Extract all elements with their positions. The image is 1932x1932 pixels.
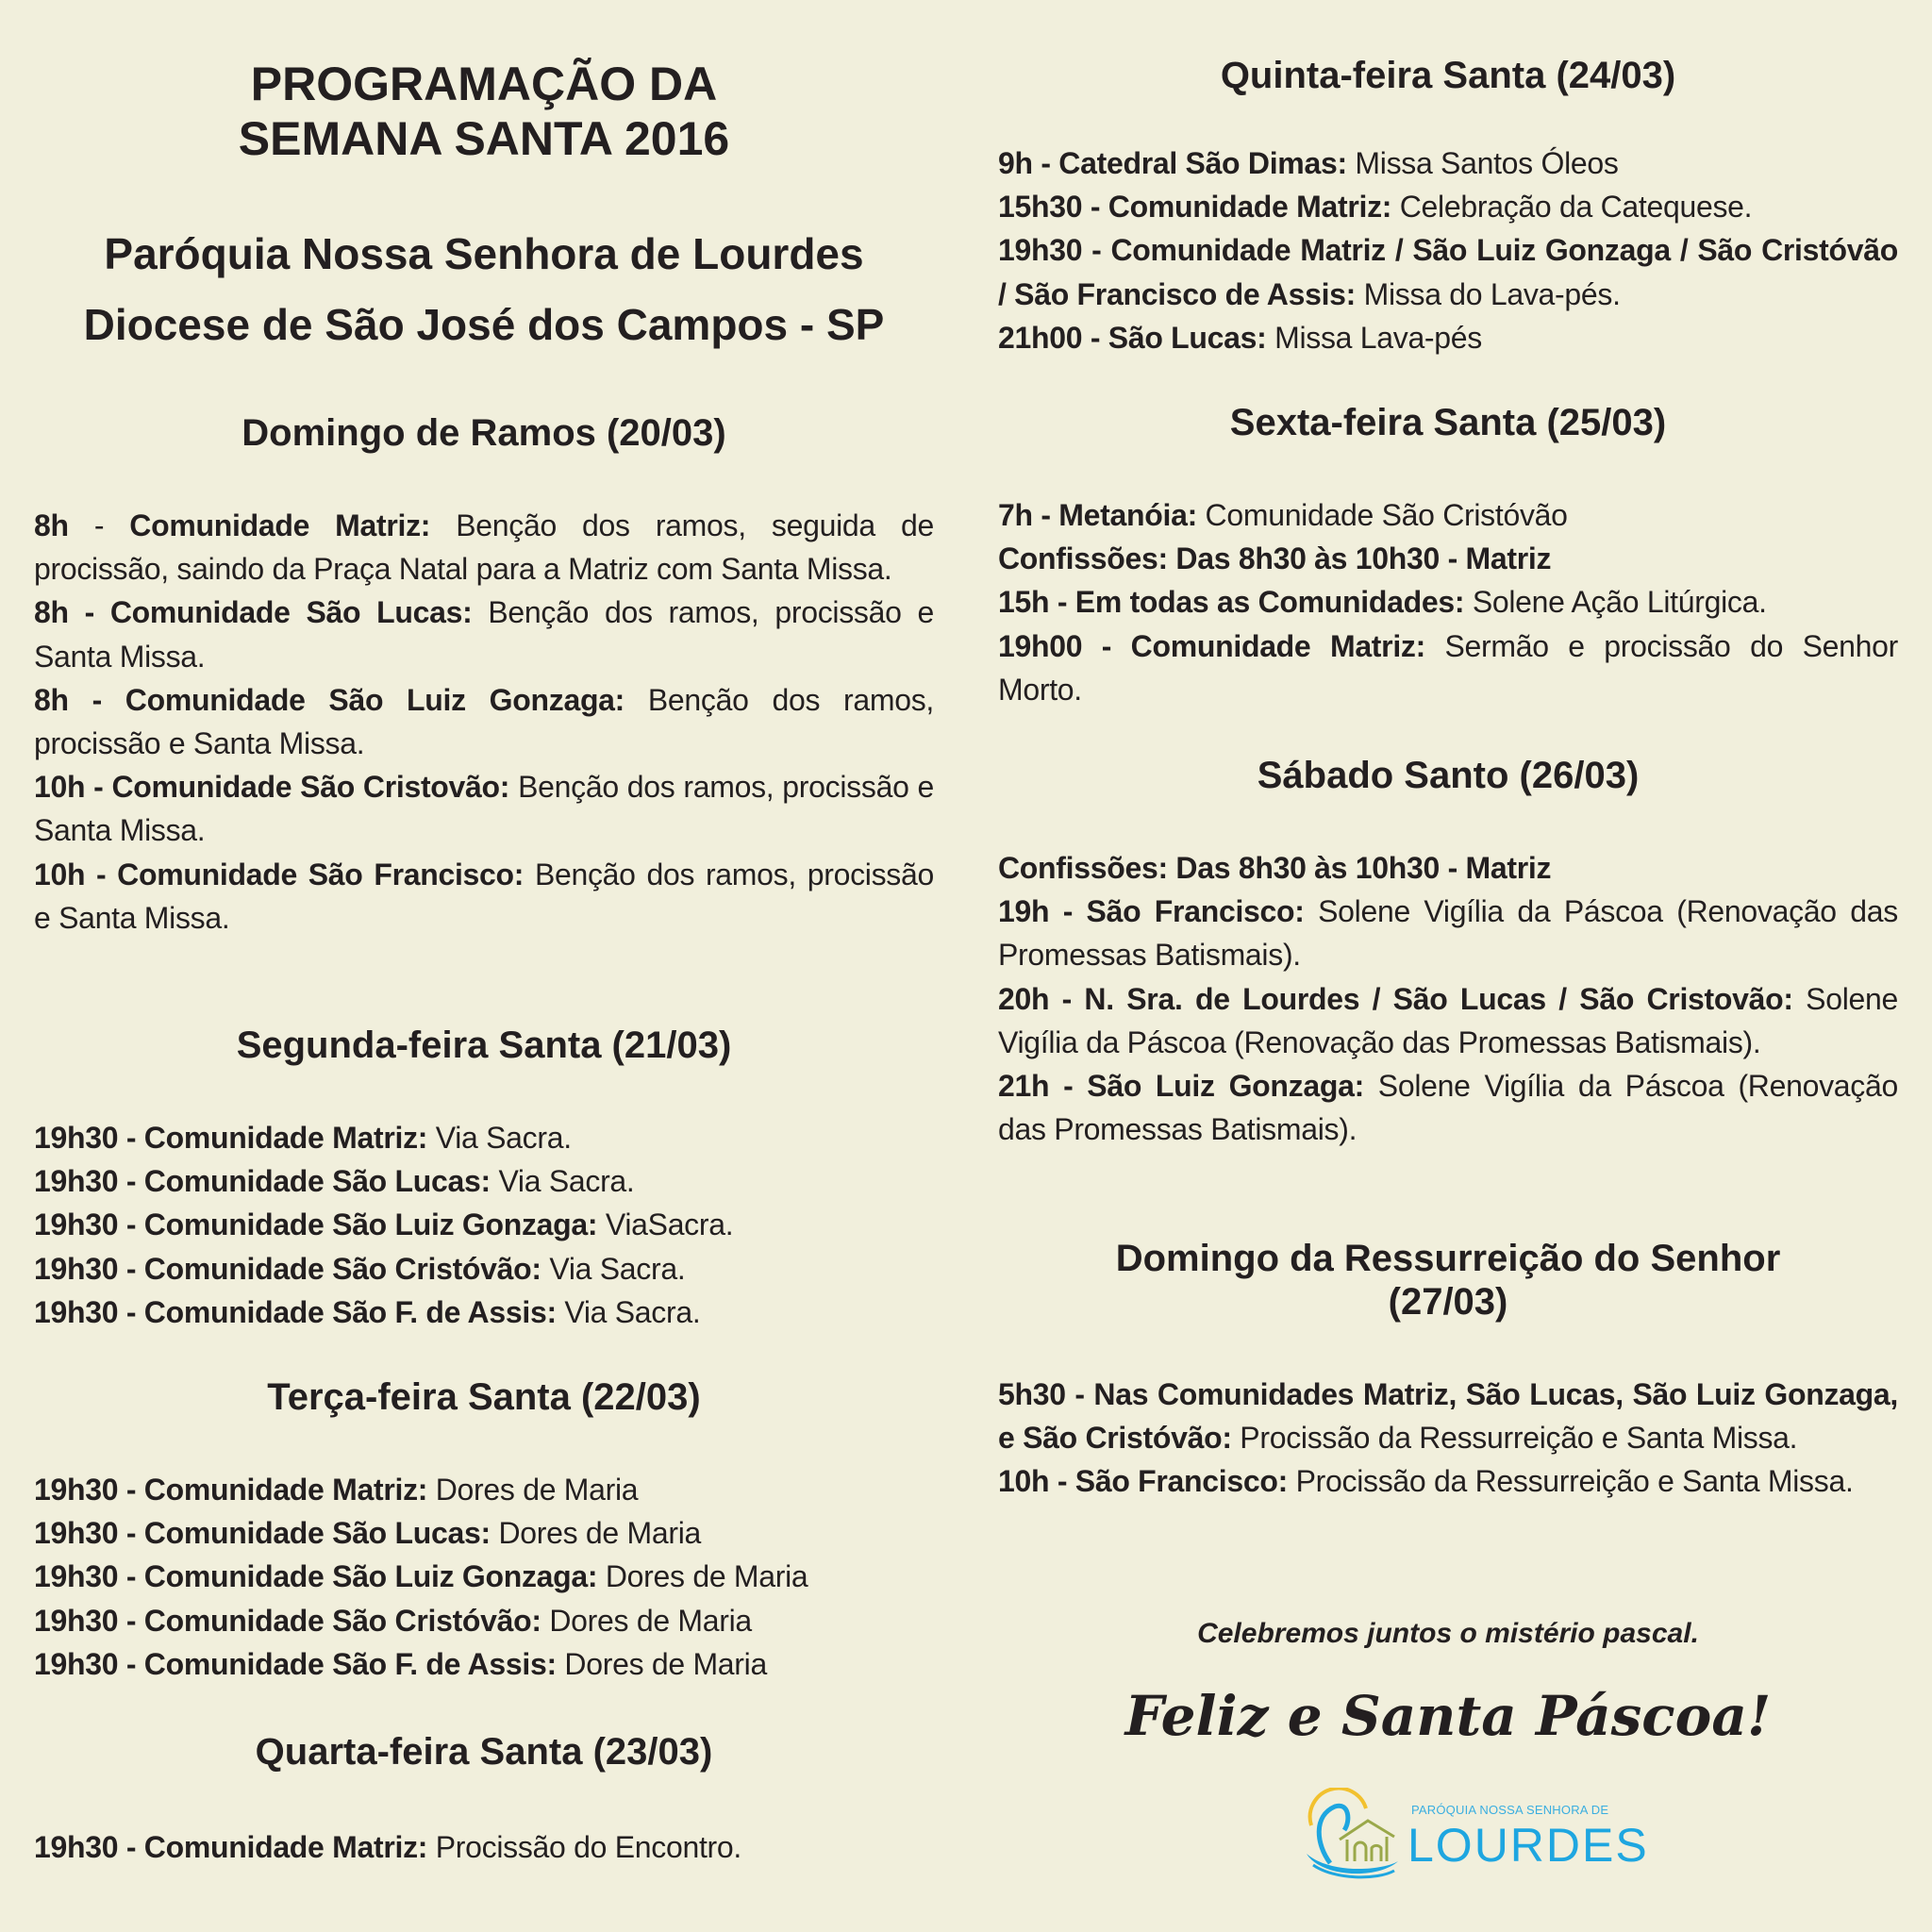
- schedule-item-time-place: 15h - Em todas as Comunidades:: [998, 585, 1465, 620]
- schedule-item-description: Via Sacra.: [556, 1294, 701, 1329]
- schedule-item-description: Benção dos ramos, seguida de procissão, saindo da Praça Natal para a Matriz com Santa Missa.: [34, 508, 934, 587]
- schedule-item: [34, 1468, 934, 1511]
- section-heading: [34, 1024, 934, 1067]
- schedule-item: [998, 537, 1898, 580]
- section-terca: [34, 1375, 934, 1686]
- section-heading-line: Quinta-feira Santa (24/03): [1220, 55, 1676, 96]
- schedule-item-description: Procissão da Ressurreição e Santa Missa.: [1288, 1464, 1854, 1499]
- schedule-item: [34, 1642, 934, 1686]
- schedule-item-time-place: 8h - Comunidade São Lucas:: [34, 595, 473, 630]
- closing-greeting: Feliz e Santa Páscoa!: [1124, 1684, 1772, 1748]
- schedule-item-description: Benção dos ramos, procissão e Santa Missa.: [34, 770, 934, 848]
- schedule-item-description: Via Sacra.: [490, 1164, 635, 1199]
- schedule-item-description: Solene Vigília da Páscoa (Renovação das Promessas Batismais).: [998, 981, 1898, 1059]
- schedule-item-time-place: 19h30 - Comunidade São Cristóvão:: [34, 1251, 541, 1286]
- schedule-item-description: ViaSacra.: [597, 1208, 734, 1242]
- parish-header: [34, 219, 934, 360]
- schedule-item-time-place: 21h00 - São Lucas:: [998, 320, 1267, 355]
- schedule-item: [34, 1825, 934, 1869]
- schedule-item-time-place: Confissões: Das 8h30 às 10h30 - Matriz: [998, 851, 1552, 885]
- schedule-item-description: Dores de Maria: [597, 1559, 808, 1594]
- section-heading: [34, 1375, 934, 1419]
- schedule-item: [998, 1373, 1898, 1459]
- section-heading-line: (27/03): [1388, 1281, 1508, 1323]
- diocese-name: Diocese de São José dos Campos - SP: [83, 300, 885, 349]
- schedule-item-place: Comunidade Matriz:: [129, 508, 431, 542]
- schedule-item-description: Missa Lava-pés: [1266, 320, 1482, 355]
- section-heading: [998, 401, 1898, 444]
- logo-big-text: LOURDES: [1407, 1819, 1649, 1872]
- schedule-list: [998, 846, 1898, 1151]
- section-heading-line: Domingo da Ressurreição do Senhor: [1115, 1238, 1781, 1279]
- title-line-2: SEMANA SANTA 2016: [238, 112, 730, 165]
- schedule-item-time-place: 19h30 - Comunidade São Cristóvão:: [34, 1603, 541, 1638]
- section-heading-line: Quarta-feira Santa (23/03): [255, 1731, 713, 1773]
- schedule-item: [998, 1459, 1898, 1503]
- schedule-item: [998, 493, 1898, 537]
- section-ressurreicao: [998, 1237, 1898, 1504]
- schedule-item: [998, 142, 1898, 185]
- section-sabado: [998, 754, 1898, 1151]
- schedule-item: [998, 890, 1898, 976]
- schedule-item: [998, 1064, 1898, 1151]
- section-domingo-ramos: [34, 411, 934, 940]
- schedule-item-time-place: 19h30 - Comunidade Matriz / São Luiz Gonzaga / São Cristóvão / São Francisco de Assis:: [998, 233, 1898, 311]
- schedule-item-time-place: 19h30 - Comunidade São F. de Assis:: [34, 1294, 557, 1329]
- schedule-item: [998, 846, 1898, 890]
- schedule-item-description: Benção dos ramos, procissão e Santa Missa.: [34, 857, 934, 935]
- schedule-item-time-place: 19h30 - Comunidade Matriz:: [34, 1473, 428, 1507]
- schedule-item: [34, 1555, 934, 1598]
- schedule-item-time-place: 10h - São Francisco:: [998, 1464, 1288, 1499]
- schedule-item-time-place: 19h00 - Comunidade Matriz:: [998, 628, 1425, 663]
- schedule-item-description: Solene Vigília da Páscoa (Renovação das Promessas Batismais).: [998, 1069, 1898, 1147]
- schedule-item-description: Celebração da Catequese.: [1391, 190, 1753, 225]
- schedule-item-description: Via Sacra.: [541, 1251, 686, 1286]
- schedule-list: [34, 1116, 934, 1334]
- schedule-item-time-place: 5h30 - Nas Comunidades Matriz, São Lucas, São Luiz Gonzaga, e São Cristóvão:: [998, 1377, 1898, 1456]
- logo-small-text: PARÓQUIA NOSSA SENHORA DE: [1411, 1803, 1609, 1817]
- schedule-item-description: Procissão do Encontro.: [427, 1830, 741, 1864]
- schedule-item-description: Solene Vigília da Páscoa (Renovação das Promessas Batismais).: [998, 894, 1898, 973]
- schedule-item-time-place: 15h30 - Comunidade Matriz:: [998, 190, 1392, 225]
- schedule-item: [998, 316, 1898, 359]
- schedule-item-time-place: 19h - São Francisco:: [998, 894, 1305, 929]
- schedule-item: [34, 678, 934, 765]
- schedule-item: [34, 1203, 934, 1246]
- schedule-item-time-place: 8h: [34, 508, 69, 542]
- schedule-item-time-place: 19h30 - Comunidade São Luiz Gonzaga:: [34, 1559, 598, 1594]
- schedule-item: [34, 1159, 934, 1203]
- schedule-item-description: Procissão da Ressurreição e Santa Missa.: [1231, 1421, 1798, 1456]
- schedule-item-time-place: 10h - Comunidade São Cristovão:: [34, 770, 510, 805]
- schedule-item-description: Sermão e procissão do Senhor Morto.: [998, 628, 1898, 707]
- section-quarta: [34, 1730, 934, 1869]
- parish-logo: [1292, 1788, 1649, 1882]
- schedule-item: [34, 765, 934, 852]
- schedule-list: [998, 493, 1898, 711]
- schedule-list: [998, 142, 1898, 359]
- schedule-item: [34, 1291, 934, 1334]
- schedule-item-description: Dores de Maria: [556, 1646, 767, 1681]
- page-title: [34, 57, 934, 166]
- section-segunda: [34, 1024, 934, 1334]
- schedule-item: [34, 591, 934, 677]
- schedule-item-time-place: 21h - São Luiz Gonzaga:: [998, 1069, 1364, 1104]
- madonna-church-logo-icon: [1292, 1788, 1406, 1882]
- schedule-item: [34, 1116, 934, 1159]
- schedule-item-time-place: 9h - Catedral São Dimas:: [998, 146, 1347, 180]
- parish-name: Paróquia Nossa Senhora de Lourdes: [104, 229, 864, 278]
- schedule-item-time-place: 19h30 - Comunidade Matriz:: [34, 1121, 428, 1155]
- schedule-item: [34, 1599, 934, 1642]
- schedule-item: [998, 977, 1898, 1064]
- schedule-item-time-place: 19h30 - Comunidade São Luiz Gonzaga:: [34, 1208, 598, 1242]
- schedule-item-description: Benção dos ramos, procissão e Santa Missa.: [34, 595, 934, 674]
- section-heading: [998, 1237, 1898, 1324]
- section-heading-line: Sexta-feira Santa (25/03): [1229, 402, 1667, 443]
- schedule-list: [998, 1373, 1898, 1504]
- section-heading: [998, 54, 1898, 97]
- schedule-item-time-place: 19h30 - Comunidade São Lucas:: [34, 1516, 491, 1551]
- schedule-item-time-place: 10h - Comunidade São Francisco:: [34, 857, 525, 891]
- schedule-list: [34, 504, 934, 940]
- schedule-item-description: Benção dos ramos, procissão e Santa Missa.: [34, 682, 934, 761]
- schedule-item: [998, 228, 1898, 315]
- schedule-item: [998, 625, 1898, 711]
- schedule-item: [998, 580, 1898, 624]
- schedule-item-description: Dores de Maria: [490, 1516, 702, 1551]
- section-heading-line: Domingo de Ramos (20/03): [242, 412, 726, 454]
- schedule-item-time-place: 19h30 - Comunidade São Lucas:: [34, 1164, 491, 1199]
- schedule-item: [34, 853, 934, 940]
- section-heading-line: Sábado Santo (26/03): [1257, 755, 1640, 796]
- schedule-item-description: Missa Santos Óleos: [1346, 146, 1619, 180]
- schedule-item-description: Solene Ação Litúrgica.: [1464, 585, 1767, 620]
- schedule-item-time-place: 7h - Metanóia:: [998, 498, 1197, 532]
- section-quinta: [998, 54, 1898, 359]
- schedule-list: [34, 1825, 934, 1869]
- schedule-item: [34, 1247, 934, 1291]
- schedule-list: [34, 1468, 934, 1686]
- schedule-item-time-place: 8h - Comunidade São Luiz Gonzaga:: [34, 682, 625, 717]
- schedule-item-description: Dores de Maria: [541, 1603, 752, 1638]
- schedule-item: [34, 504, 934, 591]
- schedule-item-separator: -: [68, 508, 130, 542]
- section-heading-line: Segunda-feira Santa (21/03): [236, 1024, 732, 1066]
- section-sexta: [998, 401, 1898, 711]
- title-line-1: PROGRAMAÇÃO DA: [250, 58, 718, 110]
- schedule-item-description: Comunidade São Cristóvão: [1196, 498, 1568, 532]
- schedule-item: [34, 1511, 934, 1555]
- section-heading: [998, 754, 1898, 797]
- section-heading: [34, 1730, 934, 1774]
- schedule-item-time-place: Confissões: Das 8h30 às 10h30 - Matriz: [998, 541, 1552, 576]
- schedule-item-description: Missa do Lava-pés.: [1356, 276, 1621, 311]
- section-heading: [34, 411, 934, 455]
- schedule-item-time-place: 19h30 - Comunidade São F. de Assis:: [34, 1646, 557, 1681]
- schedule-item: [998, 185, 1898, 228]
- closing-tagline: Celebremos juntos o mistério pascal.: [1197, 1618, 1699, 1649]
- schedule-item-time-place: 19h30 - Comunidade Matriz:: [34, 1830, 428, 1864]
- section-heading-line: Terça-feira Santa (22/03): [267, 1376, 701, 1418]
- schedule-item-time-place: 20h - N. Sra. de Lourdes / São Lucas / São Cristovão:: [998, 981, 1793, 1016]
- schedule-item-description: Dores de Maria: [427, 1473, 639, 1507]
- schedule-item-description: Via Sacra.: [427, 1121, 572, 1155]
